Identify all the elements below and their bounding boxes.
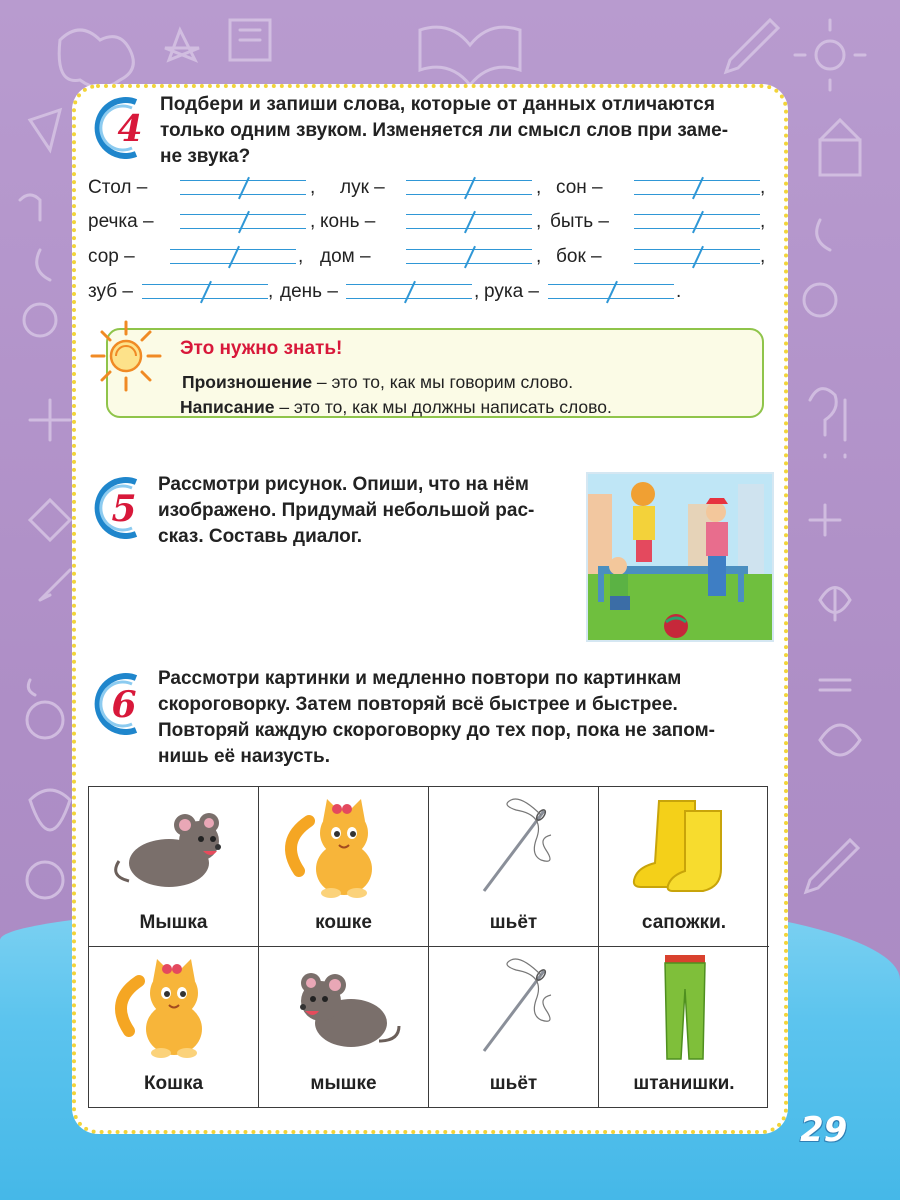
cell-cat-dative <box>259 787 429 947</box>
word-stol: Стол – <box>88 177 148 198</box>
comma: , <box>310 211 316 232</box>
word-son: сон – <box>556 177 603 198</box>
question-doodle-icon <box>810 389 836 457</box>
word-rechka: речка – <box>88 211 154 232</box>
task-4-number: 4 <box>117 108 143 150</box>
cloud-doodle-icon <box>59 30 133 88</box>
cell-cat-nom <box>89 947 259 1107</box>
answer-blank[interactable] <box>406 176 532 198</box>
task-5-instruction <box>158 472 578 550</box>
word-kon: конь – <box>320 211 376 232</box>
house-doodle-icon <box>820 120 860 175</box>
cone-doodle-icon <box>30 110 60 150</box>
star-doodle-icon <box>165 30 199 60</box>
task-6-line-4: нишь её наизусть. <box>158 746 330 767</box>
label-sews-1: шьёт <box>489 912 538 933</box>
note-title: Это нужно знать! <box>180 338 343 359</box>
comma-doodle-icon <box>37 250 50 280</box>
trousers-icon <box>599 951 769 1061</box>
open-book-doodle-icon <box>420 27 520 85</box>
word-byt: быть – <box>550 211 609 232</box>
tongue-twister-picture-table <box>88 786 768 1108</box>
word-sor: сор – <box>88 246 135 267</box>
word-row-1 <box>88 176 768 202</box>
label-sews-2: шьёт <box>489 1073 538 1094</box>
butterfly-doodle-icon <box>820 588 850 621</box>
comma: , <box>536 246 542 267</box>
sun-icon <box>86 316 166 396</box>
note-term-spelling: Написание <box>180 397 275 417</box>
task-5-line-1: Рассмотри рисунок. Опиши, что на нём <box>158 474 529 495</box>
label-mouse-dative: мышке <box>310 1073 377 1094</box>
book-doodle-icon <box>230 20 270 60</box>
word-row-2 <box>88 210 768 236</box>
comma: , <box>298 246 304 267</box>
note-def-spelling: – это то, как мы должны написать слово. <box>274 397 612 417</box>
cell-mouse <box>89 787 259 947</box>
answer-blank[interactable] <box>634 245 760 267</box>
answer-blank[interactable] <box>406 210 532 232</box>
cell-sews-1 <box>429 787 599 947</box>
label-mouse-nom: Мышка <box>139 912 208 933</box>
note-def-pronunciation: – это то, как мы говорим слово. <box>312 372 574 392</box>
equals-doodle-icon <box>820 680 850 690</box>
note-line-pronunciation <box>182 372 573 393</box>
apple-doodle-icon <box>30 790 70 830</box>
note-line-spelling <box>180 397 612 418</box>
word-row-4 <box>88 280 768 306</box>
cell-trousers <box>599 947 769 1107</box>
comma: , <box>310 177 316 198</box>
answer-blank[interactable] <box>142 280 268 302</box>
comma: , <box>536 211 542 232</box>
task-4-line-3: не звука? <box>160 146 251 167</box>
row-end-punct: . <box>676 281 682 302</box>
comma: , <box>268 281 274 302</box>
children-playground-picture <box>586 472 774 642</box>
answer-blank[interactable] <box>180 176 306 198</box>
word-luk: лук – <box>340 177 385 198</box>
face-doodle-icon <box>24 304 56 336</box>
label-trousers: штанишки. <box>633 1073 735 1094</box>
task-6-line-1: Рассмотри картинки и медленно повтори по картинкам <box>158 668 682 689</box>
task-4-instruction <box>160 92 768 170</box>
label-cat-nom: Кошка <box>143 1073 204 1094</box>
word-dom: дом – <box>320 246 371 267</box>
word-zub: зуб – <box>88 281 133 302</box>
answer-blank[interactable] <box>634 176 760 198</box>
task-5-number: 5 <box>111 488 137 530</box>
mouse-icon <box>259 951 429 1061</box>
sun-doodle-icon <box>816 41 844 69</box>
cell-sews-2 <box>429 947 599 1107</box>
row-end-punct: , <box>760 177 766 198</box>
page-number: 29 <box>800 1110 848 1150</box>
answer-blank[interactable] <box>634 210 760 232</box>
answer-blank[interactable] <box>548 280 674 302</box>
row-end-punct: , <box>760 246 766 267</box>
cat-icon <box>259 791 429 901</box>
rubber-boots-icon <box>599 791 769 901</box>
row-end-punct: , <box>760 211 766 232</box>
comma: , <box>536 177 542 198</box>
pencil-doodle-icon <box>726 20 778 72</box>
flower-doodle-icon <box>820 725 860 755</box>
task-4-line-1: Подбери и запиши слова, которые от данных отличаются <box>160 94 716 115</box>
word-ruka: рука – <box>484 281 539 302</box>
word-den: день – <box>280 281 338 302</box>
needle-thread-icon <box>429 951 599 1061</box>
answer-blank[interactable] <box>346 280 472 302</box>
word-bok: бок – <box>556 246 602 267</box>
task-6-instruction <box>158 666 770 770</box>
label-boots: сапожки. <box>641 912 727 933</box>
task-6-line-2: скороговорку. Затем повторяй всё быстрее и быстрее. <box>158 694 678 715</box>
cell-mouse-dative <box>259 947 429 1107</box>
answer-blank[interactable] <box>406 245 532 267</box>
label-cat-dative: кошке <box>315 912 372 933</box>
mouse-icon <box>89 791 259 901</box>
cat-icon <box>89 951 259 1061</box>
needle-thread-icon <box>429 791 599 901</box>
task-5-line-3: сказ. Составь диалог. <box>158 526 363 547</box>
task-4-line-2: только одним звуком. Изменяется ли смысл слов при заме- <box>160 120 729 141</box>
comma: , <box>474 281 480 302</box>
note-term-pronunciation: Произношение <box>182 372 313 392</box>
cell-boots <box>599 787 769 947</box>
task-5-line-2: изображено. Придумай небольшой рас- <box>158 500 535 521</box>
answer-blank[interactable] <box>180 210 306 232</box>
answer-blank[interactable] <box>170 245 296 267</box>
task-6-number: 6 <box>111 684 137 726</box>
plus-doodle-icon <box>30 400 70 440</box>
word-row-3 <box>88 245 768 271</box>
task-6-line-3: Повторяй каждую скороговорку до тех пор, пока не запом- <box>158 720 715 741</box>
